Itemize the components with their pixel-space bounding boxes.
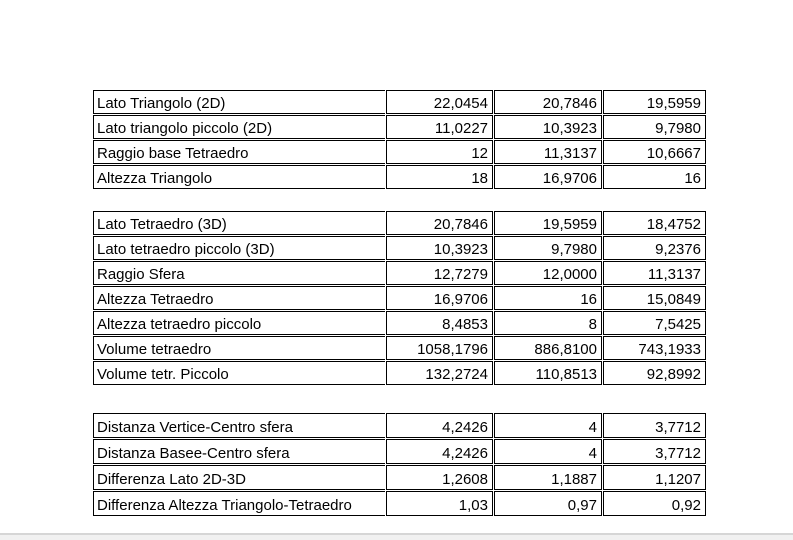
row-label-cell[interactable]: Altezza Tetraedro	[93, 286, 385, 310]
table-row	[93, 311, 706, 335]
value-cell[interactable]: 92,8992	[603, 361, 706, 385]
row-label-cell[interactable]: Raggio base Tetraedro	[93, 140, 385, 164]
horizontal-scrollbar-track[interactable]	[0, 533, 793, 540]
value-cell[interactable]: 9,7980	[494, 236, 602, 260]
table-row	[93, 115, 706, 139]
row-label-cell[interactable]: Distanza Basee-Centro sfera	[93, 439, 385, 464]
row-label-cell[interactable]: Differenza Altezza Triangolo-Tetraedro	[93, 491, 385, 516]
value-cell[interactable]: 1,1207	[603, 465, 706, 490]
value-cell[interactable]: 12,0000	[494, 261, 602, 285]
value-cell[interactable]: 15,0849	[603, 286, 706, 310]
table-row	[93, 211, 706, 235]
table-row	[93, 361, 706, 385]
value-cell[interactable]: 8,4853	[386, 311, 493, 335]
value-cell[interactable]: 1,2608	[386, 465, 493, 490]
table-row	[93, 439, 706, 464]
value-cell[interactable]: 19,5959	[494, 211, 602, 235]
value-cell[interactable]: 886,8100	[494, 336, 602, 360]
row-label-cell[interactable]: Altezza tetraedro piccolo	[93, 311, 385, 335]
table-row	[93, 140, 706, 164]
row-label-cell[interactable]: Altezza Triangolo	[93, 165, 385, 189]
value-cell[interactable]: 10,3923	[386, 236, 493, 260]
value-cell[interactable]: 12,7279	[386, 261, 493, 285]
value-cell[interactable]: 743,1933	[603, 336, 706, 360]
value-cell[interactable]: 1058,1796	[386, 336, 493, 360]
value-cell[interactable]: 0,97	[494, 491, 602, 516]
value-cell[interactable]: 11,3137	[603, 261, 706, 285]
table-row	[93, 236, 706, 260]
value-cell[interactable]: 9,2376	[603, 236, 706, 260]
row-label-cell[interactable]: Volume tetr. Piccolo	[93, 361, 385, 385]
value-cell[interactable]: 10,3923	[494, 115, 602, 139]
value-cell[interactable]: 3,7712	[603, 413, 706, 438]
value-cell[interactable]: 16,9706	[386, 286, 493, 310]
row-label-cell[interactable]: Raggio Sfera	[93, 261, 385, 285]
value-cell[interactable]: 110,8513	[494, 361, 602, 385]
table-row	[93, 413, 706, 438]
value-cell[interactable]: 8	[494, 311, 602, 335]
row-label-cell[interactable]: Lato Triangolo (2D)	[93, 90, 385, 114]
table-row	[93, 491, 706, 516]
value-cell[interactable]: 18,4752	[603, 211, 706, 235]
value-cell[interactable]: 4,2426	[386, 439, 493, 464]
value-cell[interactable]: 4	[494, 413, 602, 438]
value-cell[interactable]: 1,1887	[494, 465, 602, 490]
value-cell[interactable]: 11,3137	[494, 140, 602, 164]
value-cell[interactable]: 20,7846	[386, 211, 493, 235]
value-cell[interactable]: 10,6667	[603, 140, 706, 164]
value-cell[interactable]: 9,7980	[603, 115, 706, 139]
value-cell[interactable]: 11,0227	[386, 115, 493, 139]
value-cell[interactable]: 16	[494, 286, 602, 310]
value-cell[interactable]: 3,7712	[603, 439, 706, 464]
table-differences	[92, 412, 707, 517]
table-tetrahedron-3d	[92, 210, 707, 386]
value-cell[interactable]: 19,5959	[603, 90, 706, 114]
value-cell[interactable]: 1,03	[386, 491, 493, 516]
table-triangle-2d	[92, 89, 707, 190]
value-cell[interactable]: 0,92	[603, 491, 706, 516]
value-cell[interactable]: 4,2426	[386, 413, 493, 438]
value-cell[interactable]: 7,5425	[603, 311, 706, 335]
table-row	[93, 90, 706, 114]
table-row	[93, 286, 706, 310]
table-row	[93, 261, 706, 285]
table-row	[93, 465, 706, 490]
row-label-cell[interactable]: Volume tetraedro	[93, 336, 385, 360]
value-cell[interactable]: 18	[386, 165, 493, 189]
row-label-cell[interactable]: Distanza Vertice-Centro sfera	[93, 413, 385, 438]
value-cell[interactable]: 132,2724	[386, 361, 493, 385]
row-label-cell[interactable]: Lato tetraedro piccolo (3D)	[93, 236, 385, 260]
value-cell[interactable]: 20,7846	[494, 90, 602, 114]
value-cell[interactable]: 16	[603, 165, 706, 189]
table-row	[93, 165, 706, 189]
row-label-cell[interactable]: Lato triangolo piccolo (2D)	[93, 115, 385, 139]
value-cell[interactable]: 12	[386, 140, 493, 164]
row-label-cell[interactable]: Lato Tetraedro (3D)	[93, 211, 385, 235]
table-row	[93, 336, 706, 360]
value-cell[interactable]: 22,0454	[386, 90, 493, 114]
value-cell[interactable]: 16,9706	[494, 165, 602, 189]
row-label-cell[interactable]: Differenza Lato 2D-3D	[93, 465, 385, 490]
value-cell[interactable]: 4	[494, 439, 602, 464]
